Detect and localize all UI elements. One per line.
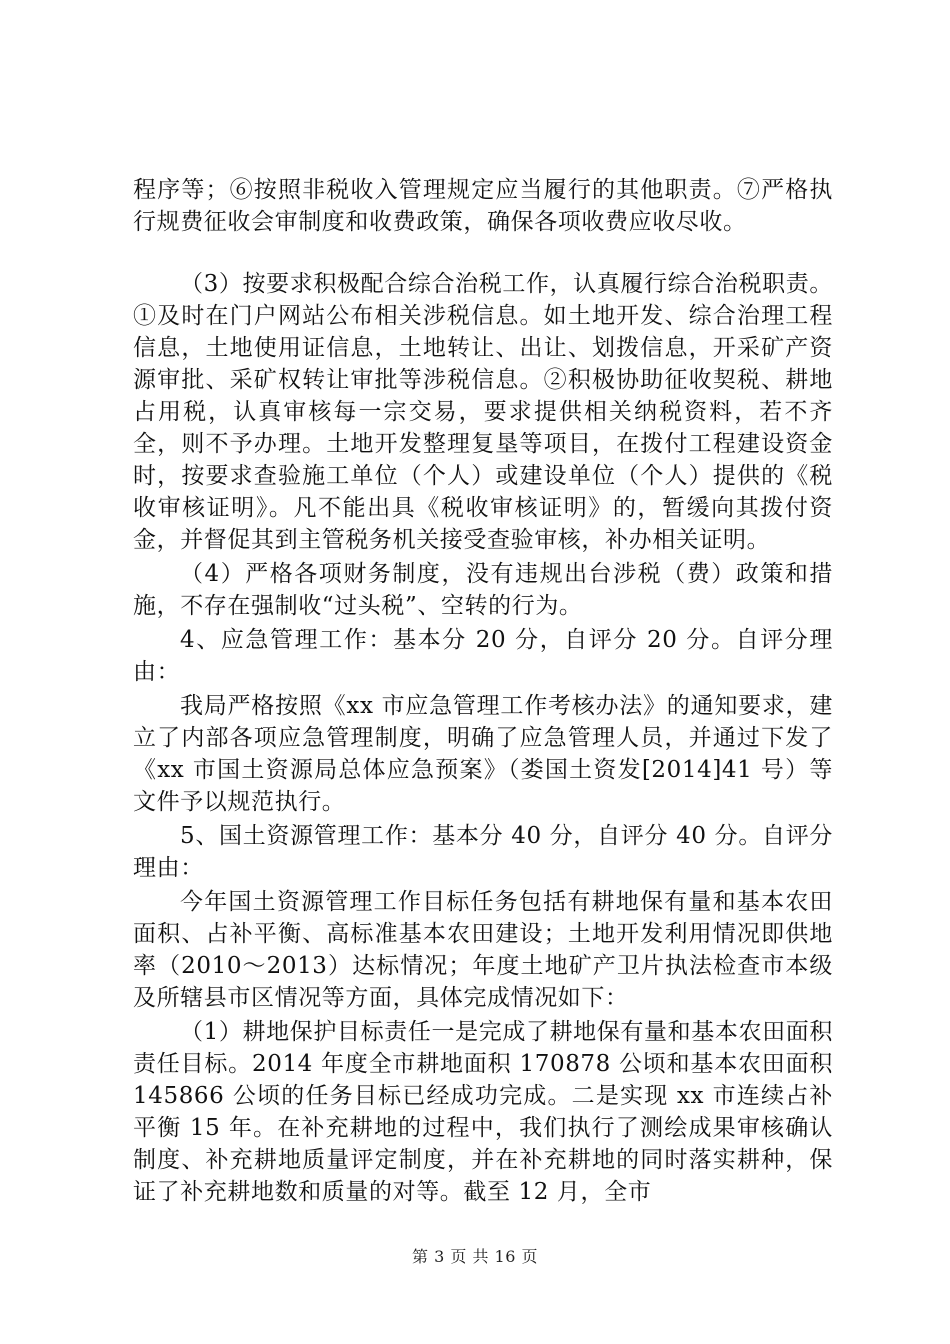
page-footer: 第 3 页 共 16 页 xyxy=(412,1247,538,1266)
document-body xyxy=(133,174,833,1208)
paragraph-land-resources-overview: 今年国土资源管理工作目标任务包括有耕地保有量和基本农田面积、占补平衡、高标准基本农田建设；土地开发利用情况即供地率（2010～2013）达标情况；年度土地矿产卫片执法检查市本级及所辖县市区情况等方面，具体完成情况如下： xyxy=(133,889,833,1011)
paragraph-continuation: 程序等；⑥按照非税收入管理规定应当履行的其他职责。⑦严格执行规费征收会审制度和收费政策，确保各项收费应收尽收。 xyxy=(133,177,833,235)
section-heading-land-resources: 5、国土资源管理工作：基本分 40 分，自评分 40 分。自评分理由： xyxy=(133,823,833,881)
section-heading-emergency-management: 4、应急管理工作：基本分 20 分，自评分 20 分。自评分理由： xyxy=(133,627,833,685)
paragraph-item-3: （3）按要求积极配合综合治税工作，认真履行综合治税职责。①及时在门户网站公布相关涉税信息。如土地开发、综合治理工程信息，土地使用证信息，土地转让、出让、划拨信息，开采矿产资源审批、采矿权转让审批等涉税信息。②积极协助征收契税、耕地占用税，认真审核每一宗交易，要求提供相关纳税资料，若不齐全，则不予办理。土地开发整理复垦等项目，在拨付工程建设资金时，按要求查验施工单位（个人）或建设单位（个人）提供的《税收审核证明》。凡不能出具《税收审核证明》的，暂缓向其拨付资金，并督促其到主管税务机关接受查验审核，补办相关证明。 xyxy=(133,271,833,553)
paragraph-emergency-management: 我局严格按照《xx 市应急管理工作考核办法》的通知要求，建立了内部各项应急管理制度，明确了应急管理人员，并通过下发了《xx 市国土资源局总体应急预案》（娄国土资发[2014]41 号）等文件予以规范执行。 xyxy=(133,693,833,815)
paragraph-farmland-protection: （1）耕地保护目标责任一是完成了耕地保有量和基本农田面积责任目标。2014 年度全市耕地面积 170878 公顷和基本农田面积 145866 公顷的任务目标已经成功完成。二是实现 xx 市连续占补平衡 15 年。在补充耕地的过程中，我们执行了测绘成果审核确认制度、补充耕地质量评定制度，并在补充耕地的同时落实耕种，保证了补充耕地数和质量的对等。截至 12 月，全市 xyxy=(133,1019,833,1205)
paragraph-item-4: （4）严格各项财务制度，没有违规出台涉税（费）政策和措施，不存在强制收“过头税”、空转的行为。 xyxy=(133,561,833,619)
